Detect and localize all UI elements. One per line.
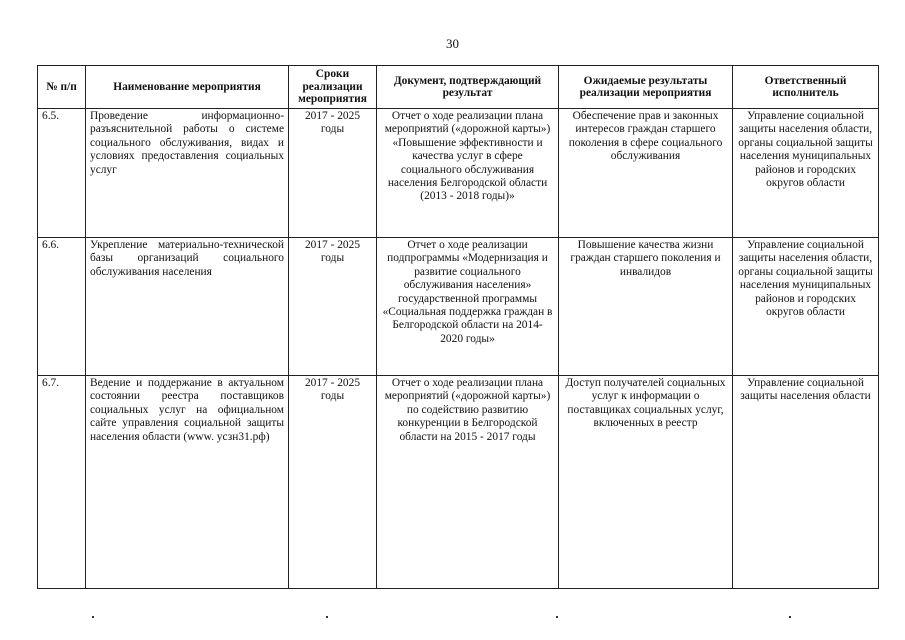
- cell-name: Укрепление материально-технической базы организаций социального обслуживания населения: [86, 238, 289, 376]
- scan-speck: [789, 616, 791, 618]
- table-row: [38, 376, 879, 589]
- header-resp: Ответственный исполнитель: [733, 66, 879, 109]
- cell-name: Проведение информационно-разъяснительной работы о системе социального обслуживания, видах и условиях предоставления социальных услуг: [86, 109, 289, 238]
- activities-table: [37, 65, 879, 589]
- scan-speck: [326, 616, 328, 618]
- header-result: Ожидаемые результаты реализации мероприятия: [559, 66, 733, 109]
- header-num: № п/п: [38, 66, 86, 109]
- cell-name: Ведение и поддержание в актуальном состоянии реестра поставщиков социальных услуг на официальном сайте управления социальной защиты населения области (www. усзн31.рф): [86, 376, 289, 589]
- table-row: [38, 109, 879, 238]
- page-number: 30: [446, 36, 459, 51]
- cell-result: Доступ получателей социальных услуг к информации о поставщиках социальных услуг, включенных в реестр: [559, 376, 733, 589]
- header-doc: Документ, подтверждающий результат: [377, 66, 559, 109]
- cell-doc: Отчет о ходе реализации подпрограммы «Модернизация и развитие социального обслуживания населения» государственной программы «Социальная поддержка граждан в Белгородской области на 2014-2020 годы»: [377, 238, 559, 376]
- cell-term: 2017 - 2025 годы: [289, 109, 377, 238]
- header-term: Сроки реализации мероприятия: [289, 66, 377, 109]
- cell-num: 6.5.: [38, 109, 86, 238]
- cell-result: Обеспечение прав и законных интересов граждан старшего поколения в сфере социального обслуживания: [559, 109, 733, 238]
- cell-num: 6.7.: [38, 376, 86, 589]
- cell-doc: Отчет о ходе реализации плана мероприятий («дорожной карты») «Повышение эффективности и качества услуг в сфере социального обслуживания населения Белгородской области (2013 - 2018 годы)»: [377, 109, 559, 238]
- cell-resp: Управление социальной защиты населения области: [733, 376, 879, 589]
- cell-resp: Управление социальной защиты населения области, органы социальной защиты населения муниципальных районов и городских округов области: [733, 238, 879, 376]
- table-row: [38, 238, 879, 376]
- scan-speck: [556, 616, 558, 618]
- table-header-row: [38, 66, 879, 109]
- cell-doc: Отчет о ходе реализации плана мероприятий («дорожной карты») по содействию развитию конкуренции в Белгородской области на 2015 - 2017 годы: [377, 376, 559, 589]
- cell-resp: Управление социальной защиты населения области, органы социальной защиты населения муниципальных районов и городских округов области: [733, 109, 879, 238]
- cell-num: 6.6.: [38, 238, 86, 376]
- scan-speck: [92, 616, 94, 618]
- header-name: Наименование мероприятия: [86, 66, 289, 109]
- cell-term: 2017 - 2025 годы: [289, 238, 377, 376]
- cell-result: Повышение качества жизни граждан старшего поколения и инвалидов: [559, 238, 733, 376]
- cell-term: 2017 - 2025 годы: [289, 376, 377, 589]
